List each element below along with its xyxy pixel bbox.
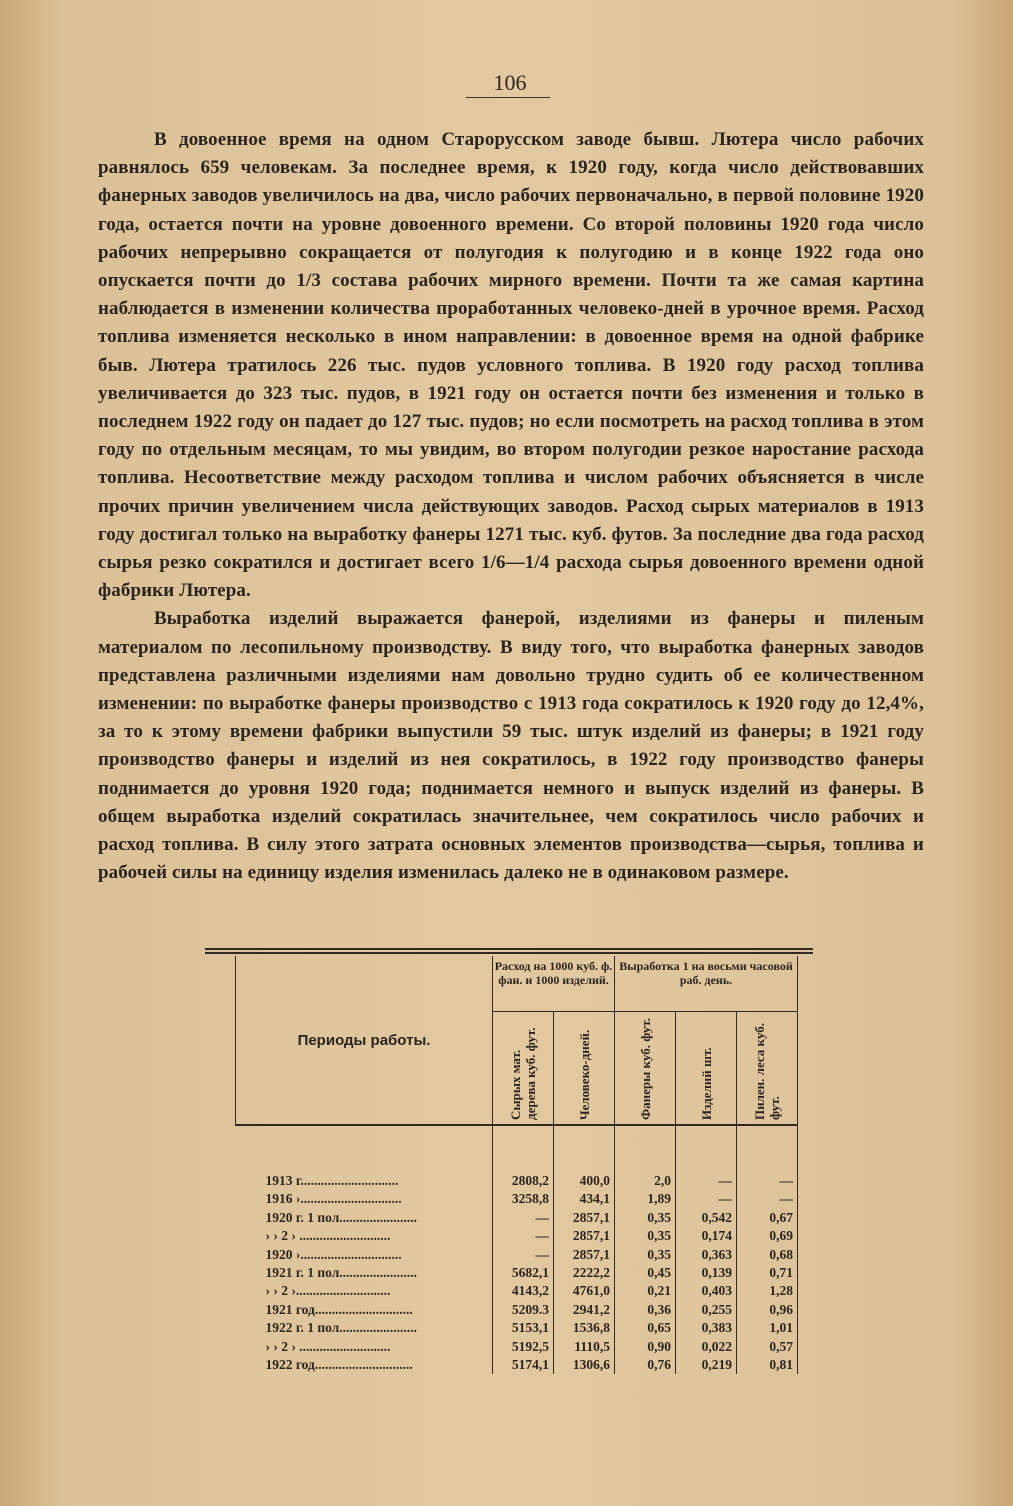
period-cell: 1921 г. 1 пол....................... [265, 1265, 417, 1281]
col-header-man-days: Человеко-дней. [576, 1029, 592, 1120]
man-days-cell: 2857,1 [554, 1209, 615, 1227]
plywood-cell: 0,36 [615, 1301, 676, 1319]
man-days-cell: 1536,8 [554, 1319, 615, 1337]
man-days-cell: 434,1 [554, 1190, 615, 1208]
period-cell: 1916 ›.............................. [265, 1191, 402, 1207]
sawn-timber-cell: — [737, 1172, 798, 1190]
sawn-timber-cell: 1,01 [737, 1319, 798, 1337]
items-cell: 0,174 [676, 1227, 737, 1245]
items-cell: 0,542 [676, 1209, 737, 1227]
table-row [236, 1282, 798, 1300]
sawn-timber-cell: 1,28 [737, 1282, 798, 1300]
paragraph-2: Выработка изделий выражается фанерой, изделиями из фанеры и пиленым материалом по лесопильному производству. В виду того, что выработка фанерных заводов представлена различными изделиями нам довольно трудно судить об ее количественном изменении: по выработке фанеры производство с 1913 года сократилось к 1920 году до 12,4%, за то к этому времени фабрики выпустили 59 тыс. штук изделий из фанеры; в 1921 году производство фанеры и изделий из нея сократилось, в 1922 году производство фанеры поднимается до уровня 1920 года; поднимается немного и выпуск изделий из фанеры. В общем выработка изделий сократилась значительнее, чем сократилось число рабочих и расход топлива. В силу этого затрата основных элементов производства—сырья, топлива и рабочей силы на единицу изделия изменилась далеко не в одинаковом размере. [98, 608, 924, 884]
items-cell: 0,255 [676, 1301, 737, 1319]
statistics-table-block [205, 948, 813, 1394]
raw-wood-cell: — [493, 1227, 554, 1245]
plywood-cell: 0,35 [615, 1209, 676, 1227]
body-text [98, 126, 924, 887]
man-days-cell: 1306,6 [554, 1356, 615, 1374]
table-row [236, 1356, 798, 1374]
table-row [236, 1172, 798, 1190]
sawn-timber-cell: 0,71 [737, 1264, 798, 1282]
period-cell: › › 2 › ........................... [265, 1228, 391, 1244]
col-header-raw-wood: Сырых мат. дерева куб. фут. [508, 1027, 538, 1120]
table-top-rule [205, 948, 813, 950]
period-cell: 1920 г. 1 пол....................... [265, 1209, 417, 1225]
man-days-cell: 2857,1 [554, 1246, 615, 1264]
page-number: 106 [493, 70, 527, 95]
plywood-cell: 2,0 [615, 1172, 676, 1190]
raw-wood-cell: 3258,8 [493, 1190, 554, 1208]
page-number-rule [466, 97, 550, 98]
table-row [236, 1338, 798, 1356]
period-cell: 1922 год............................. [265, 1357, 413, 1373]
man-days-cell: 4761,0 [554, 1282, 615, 1300]
raw-wood-cell: 5192,5 [493, 1338, 554, 1356]
period-cell: 1920 ›.............................. [265, 1246, 402, 1262]
sawn-timber-cell: 0,68 [737, 1246, 798, 1264]
sawn-timber-cell: — [737, 1190, 798, 1208]
plywood-cell: 0,35 [615, 1227, 676, 1245]
raw-wood-cell: 5209.3 [493, 1301, 554, 1319]
group-header-consumption: Расход на 1000 куб. ф. фан. и 1000 изделий. [493, 956, 615, 1012]
items-cell: 0,139 [676, 1264, 737, 1282]
col-header-sawn-timber: Пилен. леса куб. фут. [752, 1023, 782, 1120]
period-cell: 1921 год............................. [265, 1301, 413, 1317]
items-cell: — [676, 1190, 737, 1208]
raw-wood-cell: 5682,1 [493, 1264, 554, 1282]
man-days-cell: 2941,2 [554, 1301, 615, 1319]
period-cell: 1913 г............................. [265, 1173, 399, 1188]
sawn-timber-cell: 0,96 [737, 1301, 798, 1319]
table-row [236, 1319, 798, 1337]
table-row [236, 1264, 798, 1282]
raw-wood-cell: 5174,1 [493, 1356, 554, 1374]
man-days-cell: 2857,1 [554, 1227, 615, 1245]
raw-wood-cell: — [493, 1246, 554, 1264]
plywood-cell: 0,21 [615, 1282, 676, 1300]
sawn-timber-cell: 0,67 [737, 1209, 798, 1227]
table-row [236, 1209, 798, 1227]
sawn-timber-cell: 0,57 [737, 1338, 798, 1356]
plywood-cell: 0,65 [615, 1319, 676, 1337]
sawn-timber-cell: 0,81 [737, 1356, 798, 1374]
man-days-cell: 400,0 [554, 1172, 615, 1190]
man-days-cell: 1110,5 [554, 1338, 615, 1356]
table-row [236, 1190, 798, 1208]
items-cell: — [676, 1172, 737, 1190]
items-cell: 0,363 [676, 1246, 737, 1264]
raw-wood-cell: 5153,1 [493, 1319, 554, 1337]
items-cell: 0,219 [676, 1356, 737, 1374]
plywood-cell: 0,76 [615, 1356, 676, 1374]
man-days-cell: 2222,2 [554, 1264, 615, 1282]
plywood-cell: 0,35 [615, 1246, 676, 1264]
plywood-cell: 1,89 [615, 1190, 676, 1208]
raw-wood-cell: 2808,2 [493, 1172, 554, 1190]
plywood-cell: 0,45 [615, 1264, 676, 1282]
statistics-table [235, 956, 798, 1374]
col-header-items: Изделий шт. [698, 1047, 714, 1120]
table-row [236, 1227, 798, 1245]
sawn-timber-cell: 0,69 [737, 1227, 798, 1245]
items-cell: 0,022 [676, 1338, 737, 1356]
items-cell: 0,403 [676, 1282, 737, 1300]
table-row [236, 1246, 798, 1264]
period-header: Периоды работы. [236, 956, 493, 1125]
col-header-plywood: Фанеры куб. фут. [637, 1017, 653, 1120]
period-cell: 1922 г. 1 пол....................... [265, 1320, 417, 1336]
raw-wood-cell: — [493, 1209, 554, 1227]
plywood-cell: 0,90 [615, 1338, 676, 1356]
table-row [236, 1301, 798, 1319]
paragraph-1: В довоенное время на одном Старорусском заводе бывш. Лютера число рабочих равнялось 659 человекам. За последнее время, к 1920 году, когда число действовавших фанерных заводов увеличилось на два, число рабочих первоначально, в первой половине 1920 года, остается почти на уровне довоенного времени. Со второй половины 1920 года число рабочих непрерывно сокращается от полугодия к полугодию и в конце 1922 года оно опускается почти до 1/3 состава рабочих мирного времени. Почти та же самая картина наблюдается в изменении количества проработанных человеко-дней в урочное время. Расход топлива изменяется несколько в ином направлении: в довоенное время на одной фабрике быв. Лютера тратилось 226 тыс. пудов условного топлива. В 1920 году расход топлива увеличивается до 323 тыс. пудов, в 1921 году он остается почти без изменения и только в последнем 1922 году он падает до 127 тыс. пудов; но если посмотреть на расход топлива в этом году по отдельным месяцам, то мы увидим, во втором полугодии резкое наростание расхода топлива. Несоответствие между расходом топлива и числом рабочих объясняется в числе прочих причин увеличением числа действующих заводов. Расход сырых материалов в 1913 году достигал только на выработку фанеры 1271 тыс. куб. футов. За последние два года расход сырья резко сократился и достигает всего 1/6—1/4 расхода сырья довоенного времени одной фабрики Лютера. [98, 129, 924, 602]
group-header-output: Выработка 1 на восьми часовой раб. день. [615, 956, 798, 1012]
period-cell: › › 2 ›............................ [265, 1283, 391, 1299]
items-cell: 0,383 [676, 1319, 737, 1337]
period-cell: › › 2 › ........................... [265, 1338, 391, 1354]
table-top-rule-2 [205, 952, 813, 954]
raw-wood-cell: 4143,2 [493, 1282, 554, 1300]
